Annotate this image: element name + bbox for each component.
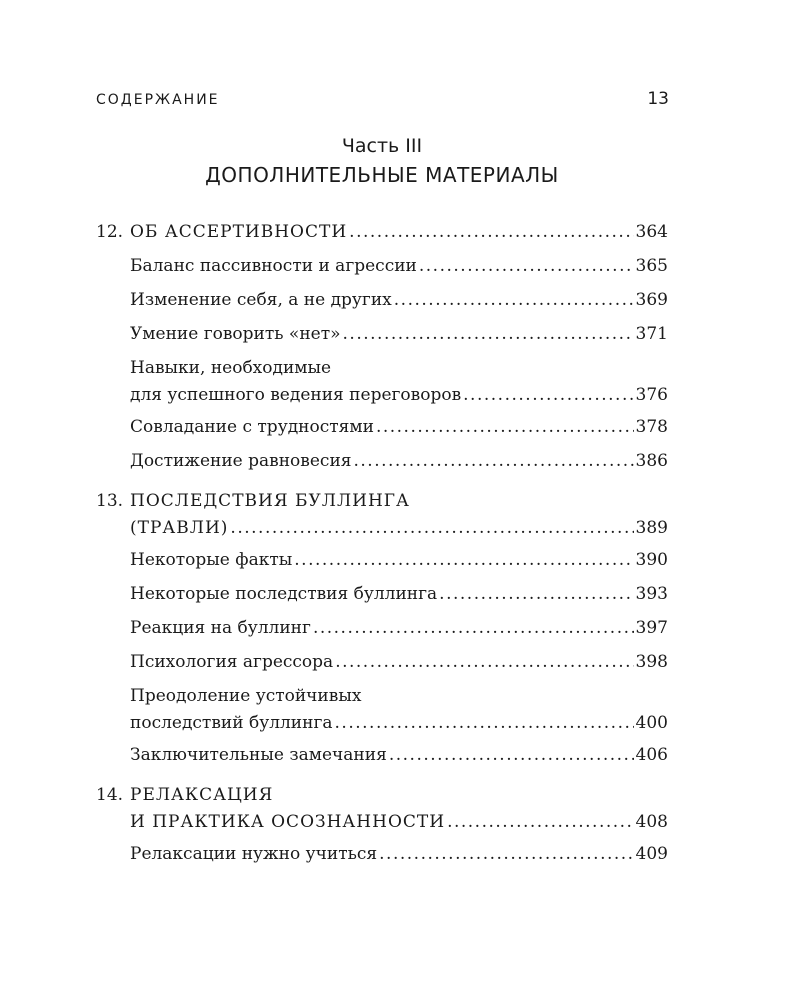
entry-title: Некоторые последствия буллинга <box>130 584 438 604</box>
toc-entry[interactable] <box>96 738 668 772</box>
toc-entry[interactable] <box>96 317 668 351</box>
chapter-title-line1-wrap <box>96 489 668 513</box>
entry-page: 397 <box>635 618 668 638</box>
chapter-gap <box>96 478 668 484</box>
chapter-number: 13. <box>96 491 124 511</box>
dot-leader <box>230 513 633 543</box>
chapter-title: ОБ АССЕРТИВНОСТИ <box>130 222 348 242</box>
entry-title: Баланс пассивности и агрессии <box>130 256 417 276</box>
entry-title-line1: Преодоление устойчивых <box>130 686 362 706</box>
entry-title: Умение говорить «нет» <box>130 324 341 344</box>
dot-leader <box>394 283 634 317</box>
chapter-title-line1: РЕЛАКСАЦИЯ <box>130 785 274 805</box>
dot-leader <box>389 738 634 772</box>
entry-title: Достижение равновесия <box>130 451 352 471</box>
chapter-page: 364 <box>635 222 668 242</box>
dot-leader <box>349 215 633 249</box>
entry-last-line <box>130 708 668 738</box>
toc-entry[interactable] <box>96 577 668 611</box>
entry-page: 369 <box>635 290 668 310</box>
entry-page: 390 <box>635 550 668 570</box>
chapter-title-line2: И ПРАКТИКА ОСОЗНАННОСТИ <box>130 812 446 832</box>
chapter-page: 408 <box>635 812 668 832</box>
toc-entry[interactable] <box>96 444 668 478</box>
chapter-page: 389 <box>635 518 668 538</box>
entry-page: 376 <box>635 385 668 405</box>
dot-leader <box>447 807 633 837</box>
entry-page: 371 <box>635 324 668 344</box>
dot-leader <box>343 317 634 351</box>
entry-title-line2: для успешного ведения переговоров <box>130 385 462 405</box>
entry-title-line1: Навыки, необходимые <box>130 358 332 378</box>
chapter-last-line <box>96 513 668 543</box>
part-title: ДОПОЛНИТЕЛЬНЫЕ МАТЕРИАЛЫ <box>205 163 559 187</box>
toc-chapter-13[interactable] <box>96 489 668 543</box>
chapter-number: 12. <box>96 222 124 242</box>
entry-title: Реакция на буллинг <box>130 618 311 638</box>
entry-page: 398 <box>635 652 668 672</box>
entry-page: 409 <box>635 844 668 864</box>
entry-page: 400 <box>635 713 668 733</box>
chapter-title-line2: (ТРАВЛИ) <box>130 518 229 538</box>
toc-entry[interactable] <box>96 283 668 317</box>
chapter-last-line <box>96 807 668 837</box>
dot-leader <box>419 249 634 283</box>
toc-entry[interactable] <box>96 645 668 679</box>
running-head: СОДЕРЖАНИЕ <box>96 92 220 108</box>
toc-entry[interactable] <box>96 837 668 871</box>
toc-chapter-12[interactable] <box>96 215 668 249</box>
toc-chapter-14[interactable] <box>96 783 668 837</box>
entry-title: Психология агрессора <box>130 652 334 672</box>
dot-leader <box>379 837 633 871</box>
toc-entry-multiline[interactable] <box>96 684 668 738</box>
page-number: 13 <box>647 89 669 109</box>
dot-leader <box>463 380 633 410</box>
entry-title: Некоторые факты <box>130 550 293 570</box>
entry-page: 406 <box>635 745 668 765</box>
entry-title: Релаксации нужно учиться <box>130 844 378 864</box>
part-label: Часть III <box>341 135 423 157</box>
toc-entry[interactable] <box>96 249 668 283</box>
entry-title-line2: последствий буллинга <box>130 713 333 733</box>
entry-page: 378 <box>635 417 668 437</box>
entry-page: 365 <box>635 256 668 276</box>
entry-title: Совладание с трудностями <box>130 417 374 437</box>
entry-title: Изменение себя, а не других <box>130 290 392 310</box>
dot-leader <box>335 708 634 738</box>
dot-leader <box>313 611 634 645</box>
dot-leader <box>354 444 634 478</box>
toc-entry[interactable] <box>96 410 668 444</box>
toc-entry[interactable] <box>96 543 668 577</box>
entry-page: 393 <box>635 584 668 604</box>
chapter-number: 14. <box>96 785 124 805</box>
toc-entry[interactable] <box>96 611 668 645</box>
table-of-contents <box>96 215 668 871</box>
dot-leader <box>439 577 633 611</box>
chapter-gap <box>96 772 668 778</box>
dot-leader <box>294 543 633 577</box>
dot-leader <box>335 645 633 679</box>
chapter-title-line1: ПОСЛЕДСТВИЯ БУЛЛИНГА <box>130 491 410 511</box>
entry-page: 386 <box>635 451 668 471</box>
chapter-title-line1-wrap <box>96 783 668 807</box>
dot-leader <box>376 410 634 444</box>
toc-entry-multiline[interactable] <box>96 356 668 410</box>
entry-title: Заключительные замечания <box>130 745 387 765</box>
entry-last-line <box>130 380 668 410</box>
